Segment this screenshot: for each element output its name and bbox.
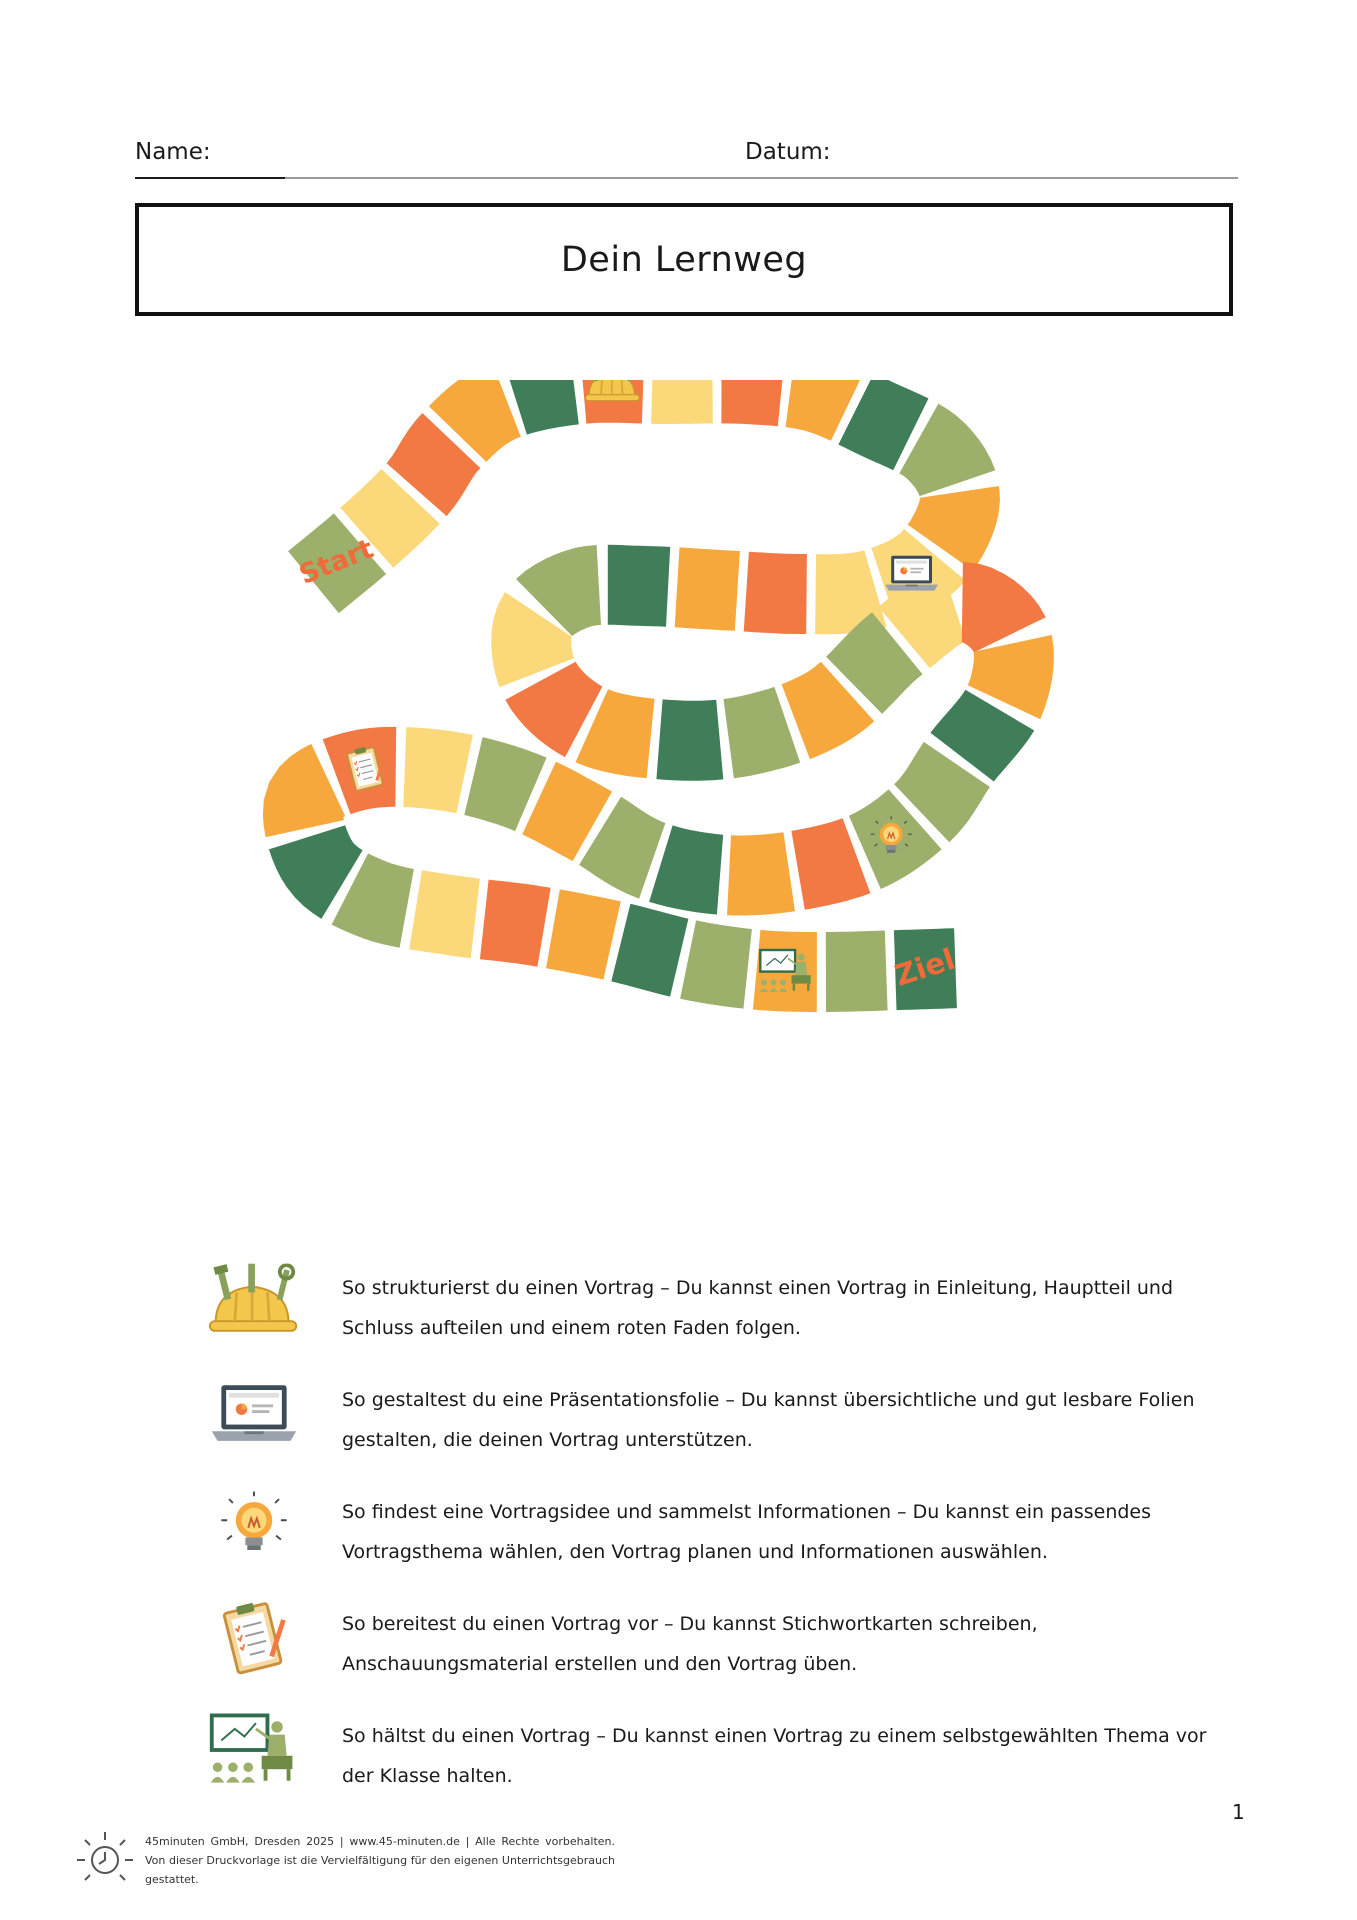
board-tile [546, 889, 621, 979]
legend-item [200, 1598, 1240, 1710]
board-tile [409, 870, 480, 958]
date-label: Datum: [745, 139, 831, 165]
laptop-slide-icon [885, 556, 938, 591]
legend-item [200, 1486, 1240, 1598]
page-title: Dein Lernweg [560, 239, 808, 280]
lightbulb-icon [206, 1486, 302, 1566]
board-tile [727, 832, 795, 915]
start-label: Start [295, 533, 378, 591]
legend-text: So bereitest du einen Vortrag vor – Du kannst Stichwortkarten schreiben, Anschauungsmaterial erstellen und den Vortrag üben. [342, 1613, 1038, 1675]
legend-text: So findest eine Vortragsidee und sammelst Informationen – Du kannst ein passendes Vortragsthema wählen, den Vortrag planen und Informationen auswählen. [342, 1501, 1152, 1563]
presenter-icon [206, 1710, 302, 1790]
legend-text: So hältst du einen Vortrag – Du kannst einen Vortrag zu einem selbstgewählten Thema vor der Klasse halten. [342, 1725, 1207, 1787]
name-date-line [135, 139, 1238, 181]
legend [200, 1262, 1240, 1822]
hard-hat-tools-icon [585, 380, 639, 401]
goal-label: Ziel [890, 941, 959, 993]
board-tile [744, 552, 807, 634]
hard-hat-tools-icon [206, 1262, 302, 1342]
board-tile [649, 825, 723, 914]
date-rule [285, 177, 1238, 179]
board-tile [611, 904, 688, 997]
board-tile [480, 880, 551, 967]
name-label: Name: [135, 139, 211, 165]
legend-text: So gestaltest du eine Präsentationsfolie – Du kannst übersichtliche und gut lesbare Folien gestalten, die deinen Vortrag unterstützen. [342, 1389, 1195, 1451]
legend-item [200, 1710, 1240, 1822]
board-tile [608, 545, 670, 627]
board-tile [656, 699, 723, 780]
board-tile [826, 931, 888, 1013]
board-tile [680, 920, 752, 1008]
legend-item [200, 1374, 1240, 1486]
clock-logo-icon [75, 1828, 135, 1888]
name-rule [135, 177, 285, 179]
legend-item [200, 1262, 1240, 1374]
board-tile [675, 547, 740, 631]
page-number: 1 [1232, 1800, 1245, 1824]
board-tile [651, 380, 713, 424]
board-tile [960, 562, 1046, 653]
clipboard-icon [206, 1598, 302, 1678]
footer-copyright: 45minuten GmbH, Dresden 2025 | www.45-minuten.de | Alle Rechte vorbehalten. Von dieser Druckvorlage ist die Vervielfältigung für den eigenen Unterrichtsgebrauch gestattet. [145, 1835, 615, 1886]
board-tile [721, 380, 785, 426]
title-box [135, 203, 1233, 316]
legend-text: So strukturierst du einen Vortrag – Du kannst einen Vortrag in Einleitung, Hauptteil und Schluss aufteilen und einem roten Faden folgen. [342, 1277, 1174, 1339]
laptop-slide-icon [206, 1374, 302, 1454]
board-tile [403, 727, 473, 813]
game-board [0, 380, 1357, 1240]
